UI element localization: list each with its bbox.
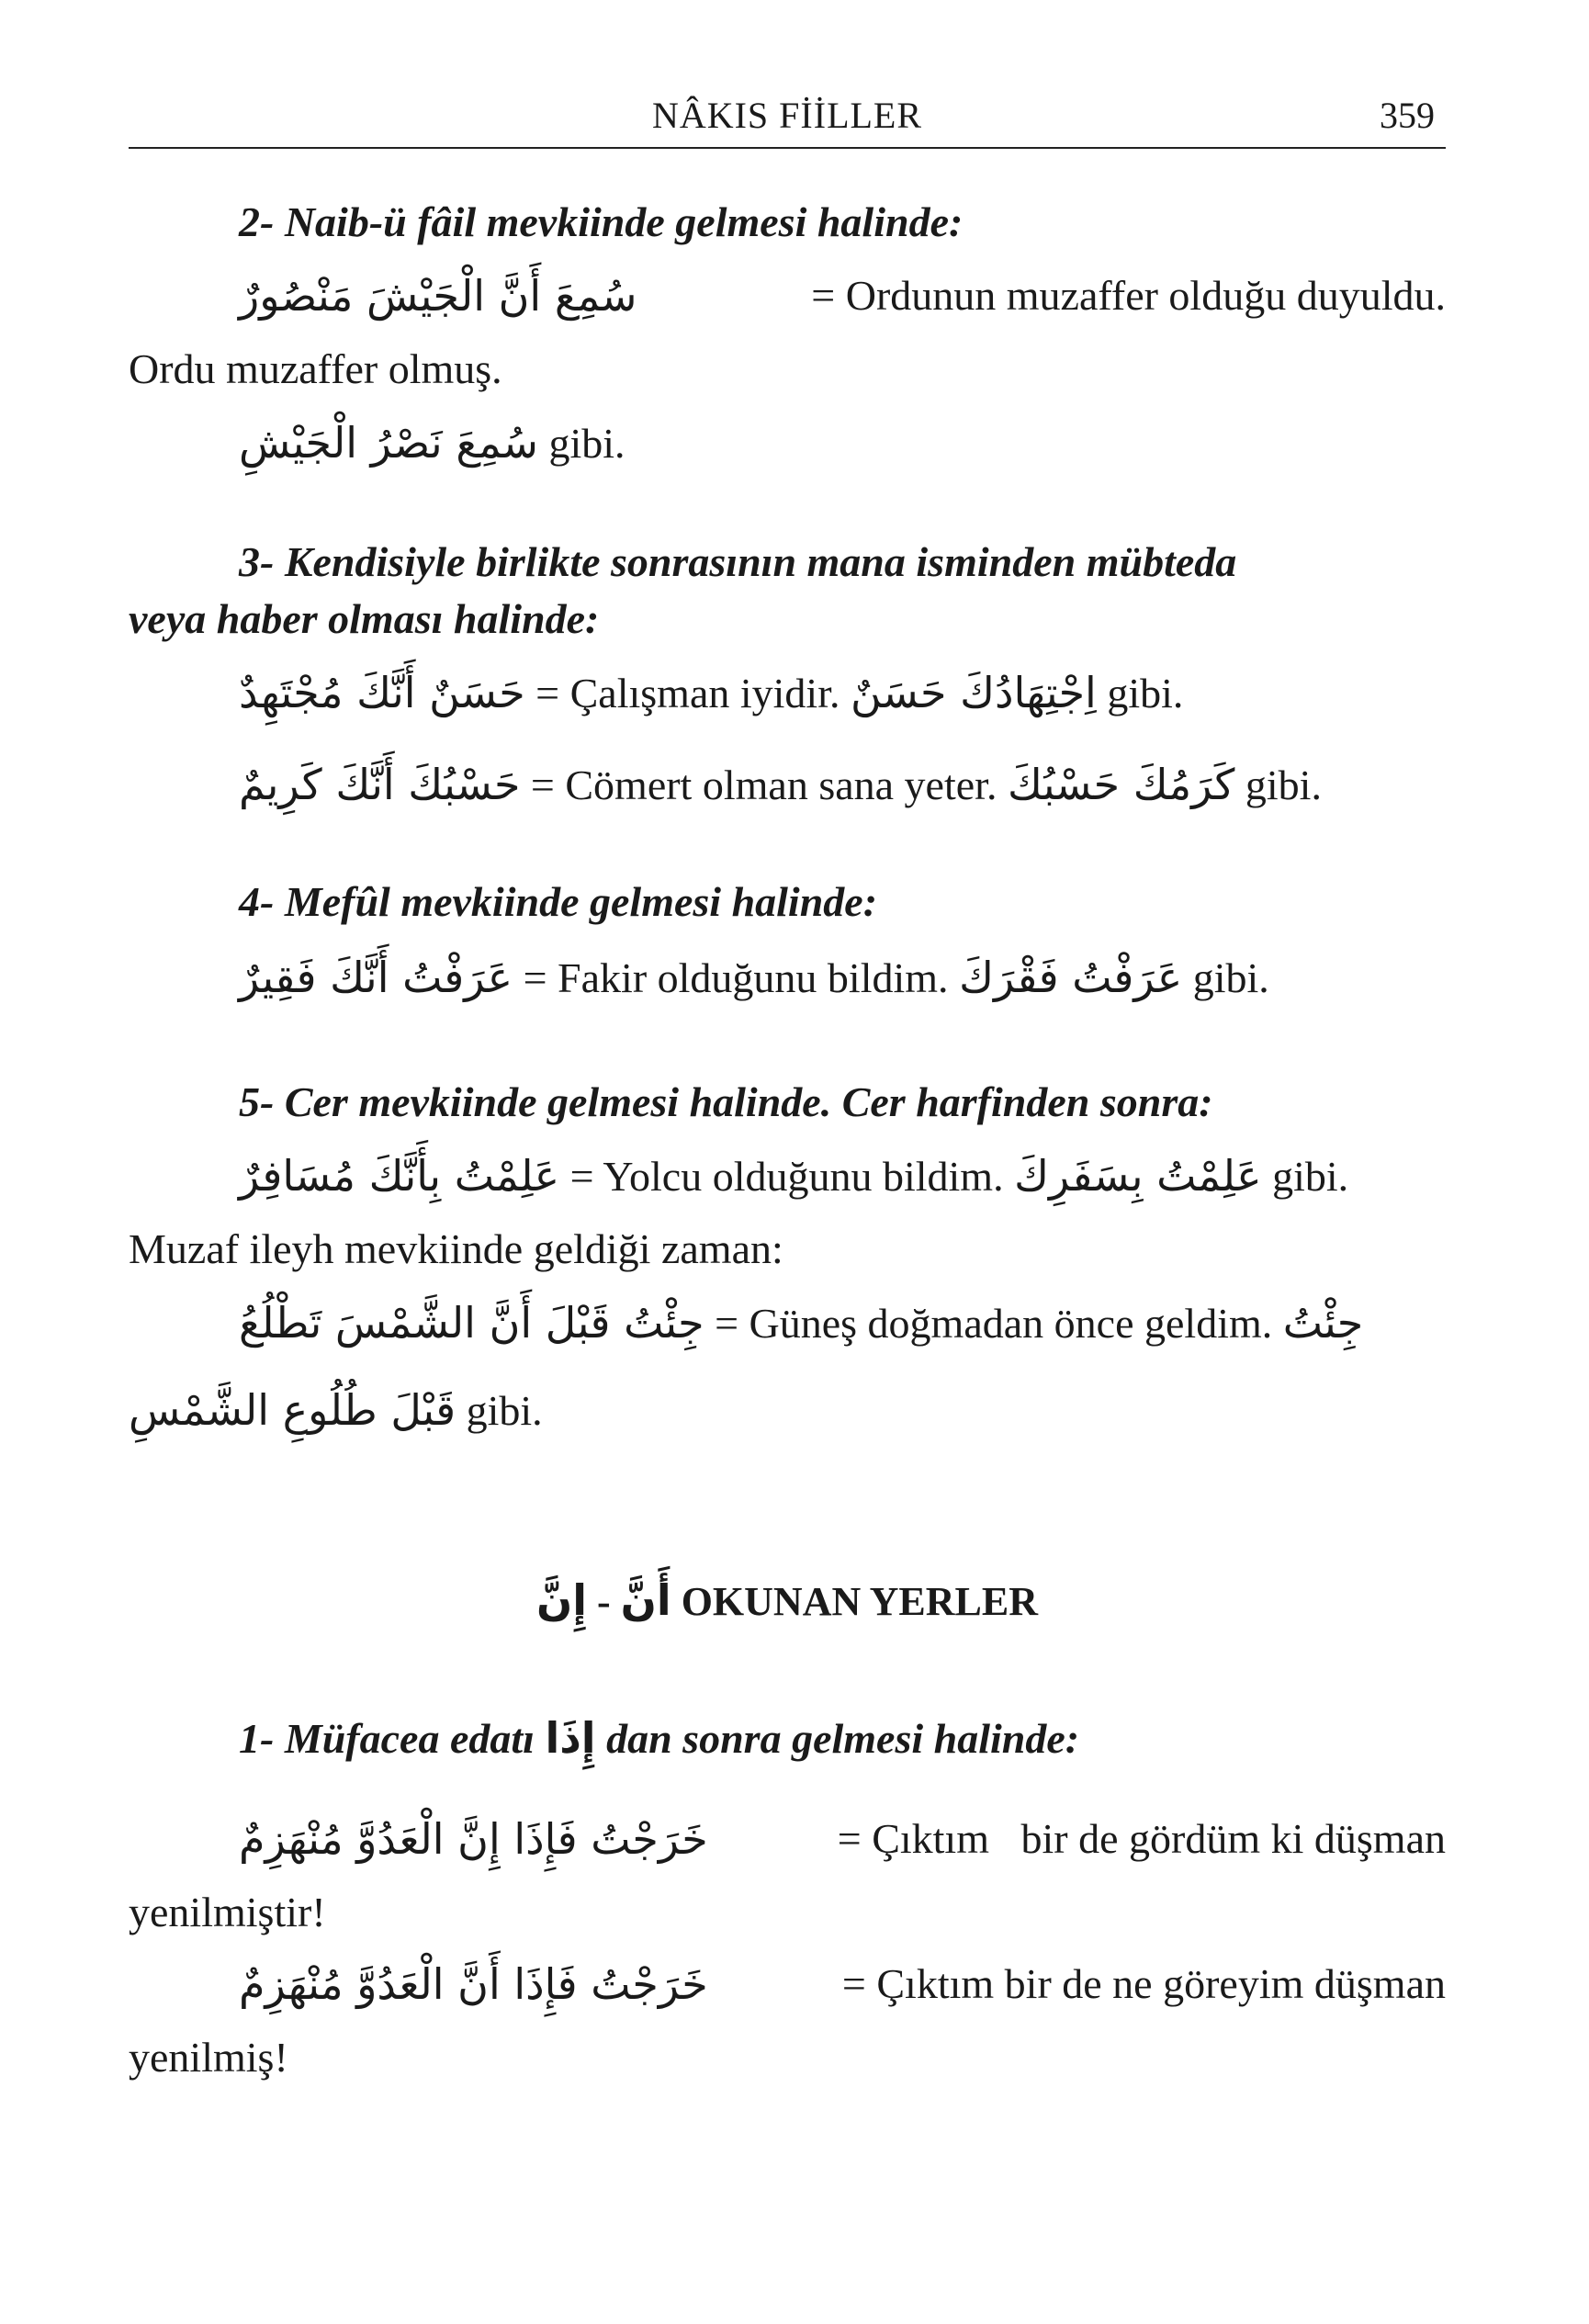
okunan-yerler-heading (129, 1573, 1446, 1630)
mufacea-example-1-cont: yenilmiştir! (129, 1889, 326, 1935)
heading-text: dan sonra gelmesi halinde: (606, 1715, 1080, 1762)
running-title: NÂKIS FİİLLER (651, 95, 923, 136)
arabic-text: خَرَجْتُ فَإِذَا إِنَّ الْعَدُوَّ مُنْهَزِمٌ (239, 1814, 708, 1864)
translation-text: = Güneş doğmadan önce geldim. (715, 1300, 1273, 1347)
arabic-text: خَرَجْتُ فَإِذَا أَنَّ الْعَدُوَّ مُنْهَزِمٌ (239, 1959, 708, 2009)
translation-text: = Yolcu olduğunu bildim. (569, 1153, 1004, 1200)
gibi-text: gibi. (466, 1387, 543, 1434)
heading-text: 3- Kendisiyle birlikte sonrasının mana isminden mübteda (239, 538, 1237, 585)
arabic-text: سُمِعَ أَنَّ الْجَيْشَ مَنْصُورٌ (239, 271, 637, 321)
section-2-example-2 (239, 415, 1446, 471)
mufacea-example-1 (239, 1811, 1446, 1867)
heading-text: 1- Müfacea edatı (239, 1715, 535, 1762)
arabic-text: حَسْبُكَ أَنَّكَ كَرِيمٌ (239, 760, 521, 809)
mufacea-example-2-cont: yenilmiş! (129, 2034, 288, 2081)
section-5-example-1 (239, 1148, 1446, 1204)
mufacea-example-2 (239, 1957, 1446, 2012)
gibi-text: gibi. (548, 420, 625, 467)
gibi-text: gibi. (1272, 1153, 1349, 1200)
arabic-text: عَرَفْتُ فَقْرَكَ (959, 953, 1183, 1002)
arabic-text: جِئْتُ (1282, 1298, 1364, 1348)
arabic-text: إِنَّ (535, 1575, 588, 1625)
mufacea-heading (239, 1710, 1446, 1766)
gibi-text: gibi. (1192, 954, 1269, 1001)
section-3-heading-2: veya haber olması halinde: (129, 595, 600, 642)
gibi-text: gibi. (1107, 670, 1184, 716)
arabic-text: اِجْتِهَادُكَ حَسَنٌ (850, 668, 1097, 717)
section-5-example-2 (239, 1295, 1446, 1351)
gibi-text: gibi. (1245, 762, 1322, 808)
translation-text: = Çalışman iyidir. (535, 670, 840, 716)
dash-text: - (597, 1579, 611, 1624)
arabic-text: عَلِمْتُ بِأَنَّكَ مُسَافِرٌ (239, 1151, 560, 1201)
translation-text: = Ordunun muzaffer olduğu duyuldu. (811, 272, 1446, 319)
section-2-example-1 (239, 268, 1446, 323)
muzaf-ileyh-text: Muzaf ileyh mevkiinde geldiği zaman: (129, 1225, 783, 1272)
section-3-example-2 (239, 757, 1446, 813)
section-5-example-2-cont (129, 1382, 1446, 1438)
arabic-text: إِذَا (545, 1713, 596, 1763)
section-4-heading: 4- Mefûl mevkiinde gelmesi halinde: (239, 878, 878, 925)
section-2-example-1-cont: Ordu muzaffer olmuş. (129, 345, 502, 392)
arabic-text: جِئْتُ قَبْلَ أَنَّ الشَّمْسَ تَطْلُعُ (239, 1298, 704, 1348)
arabic-text: عَرَفْتُ أَنَّكَ فَقِيرٌ (239, 953, 513, 1002)
translation-text: = Çıktım bir de ne göreyim düşman (841, 1960, 1446, 2007)
section-3-example-1 (239, 665, 1446, 721)
section-title: OKUNAN YERLER (681, 1579, 1038, 1624)
section-3-heading-1 (239, 535, 1446, 590)
section-5-heading: 5- Cer mevkiinde gelmesi halinde. Cer harfinden sonra: (239, 1078, 1213, 1125)
page-header (129, 90, 1446, 149)
section-2-heading: 2- Naib-ü fâil mevkiinde gelmesi halinde: (239, 198, 964, 245)
arabic-text: كَرَمُكَ حَسْبُكَ (1007, 760, 1235, 809)
arabic-text: عَلِمْتُ بِسَفَرِكَ (1014, 1151, 1262, 1201)
section-4-example-1 (239, 950, 1446, 1006)
translation-text: = Cömert olman sana yeter. (530, 762, 997, 808)
arabic-text: قَبْلَ طُلُوعِ الشَّمْسِ (129, 1385, 456, 1435)
arabic-text: حَسَنٌ أَنَّكَ مُجْتَهِدٌ (239, 668, 525, 717)
arabic-text: سُمِعَ نَصْرُ الْجَيْشِ (239, 418, 538, 468)
translation-text: = Fakir olduğunu bildim. (523, 954, 949, 1001)
translation-text: = Çıktım bir de gördüm ki düşman (837, 1815, 1446, 1862)
arabic-text: أَنَّ (620, 1575, 671, 1625)
page-number: 359 (1380, 95, 1435, 136)
